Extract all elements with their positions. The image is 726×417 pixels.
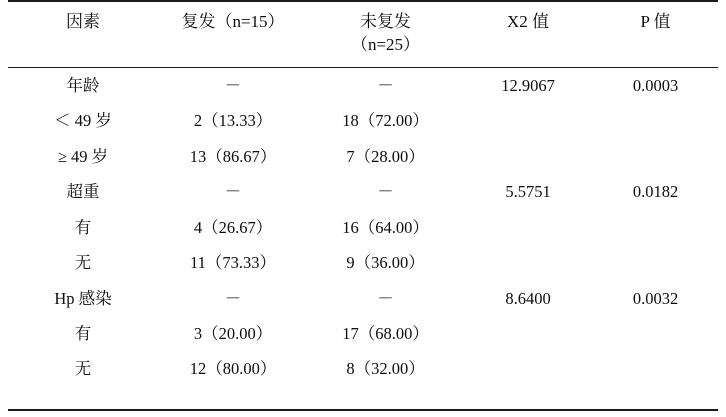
cell-p-value <box>593 316 718 351</box>
cell-chi-square: 12.9067 <box>501 75 555 95</box>
column-header-relapse <box>158 1 308 67</box>
column-header-relapse-line1: 复发（n=15） <box>181 12 285 31</box>
cell-factor: 无 <box>74 253 92 273</box>
cell-no-relapse: 7（28.00） <box>346 146 425 166</box>
cell-relapse: － <box>224 288 242 308</box>
cell-relapse: 3（20.00） <box>193 323 273 343</box>
cell-p-value <box>593 245 718 280</box>
column-header-no-relapse-line1: 未复发 <box>360 12 411 31</box>
cell-no-relapse: 9（36.00） <box>346 253 425 273</box>
column-header-factor <box>8 1 158 67</box>
column-header-chi-square-line1: X2 值 <box>506 12 550 31</box>
cell-factor: 有 <box>74 323 92 343</box>
table-row <box>8 281 718 316</box>
cell-chi-square <box>463 316 593 351</box>
column-header-p-value-line1: P 值 <box>640 12 671 31</box>
cell-p-value: 0.0182 <box>632 182 679 202</box>
cell-chi-square <box>463 210 593 245</box>
cell-no-relapse: 16（64.00） <box>342 217 429 237</box>
cell-no-relapse: － <box>377 182 394 202</box>
cell-p-value: 0.0003 <box>632 75 679 95</box>
cell-chi-square <box>463 351 593 388</box>
table-row <box>8 351 718 388</box>
table-row <box>8 67 718 103</box>
cell-chi-square: 5.5751 <box>505 182 551 202</box>
table-row <box>8 210 718 245</box>
cell-no-relapse: 18（72.00） <box>342 111 429 131</box>
cell-no-relapse: － <box>377 75 394 95</box>
cell-relapse: 4（26.67） <box>193 217 273 237</box>
column-header-no-relapse-line2: （n=25） <box>350 34 421 54</box>
cell-factor: 无 <box>74 359 92 379</box>
cell-relapse: － <box>224 182 242 202</box>
cell-chi-square <box>463 139 593 174</box>
cell-factor: 有 <box>74 217 92 237</box>
table-row <box>8 174 718 209</box>
cell-factor: Hp 感染 <box>54 288 112 308</box>
cell-chi-square: 8.6400 <box>505 288 551 308</box>
statistics-table <box>8 0 718 389</box>
cell-relapse: 12（80.00） <box>189 359 277 379</box>
cell-factor: ＜ 49 岁 <box>54 111 112 131</box>
cell-relapse: 11（73.33） <box>189 253 276 273</box>
table-row <box>8 245 718 280</box>
column-header-factor-line1: 因素 <box>66 12 100 31</box>
table-row <box>8 139 718 174</box>
cell-p-value <box>593 103 718 138</box>
cell-factor: 超重 <box>66 182 100 202</box>
cell-p-value: 0.0032 <box>632 288 679 308</box>
cell-relapse: 13（86.67） <box>189 146 277 166</box>
cell-chi-square <box>463 103 593 138</box>
cell-factor: 年龄 <box>66 75 100 95</box>
table-body <box>8 67 718 388</box>
cell-no-relapse: 17（68.00） <box>342 323 429 343</box>
cell-p-value <box>593 210 718 245</box>
cell-p-value <box>593 351 718 388</box>
table-bottom-rule <box>8 409 718 411</box>
cell-no-relapse: － <box>377 288 394 308</box>
cell-relapse: － <box>224 75 242 95</box>
table-row <box>8 103 718 138</box>
column-header-p-value <box>593 1 718 67</box>
table-row <box>8 316 718 351</box>
column-header-chi-square <box>463 1 593 67</box>
cell-relapse: 2（13.33） <box>193 111 273 131</box>
cell-p-value <box>593 139 718 174</box>
cell-no-relapse: 8（32.00） <box>346 359 425 379</box>
table-header <box>8 1 718 67</box>
table-header-row <box>8 1 718 67</box>
cell-chi-square <box>463 245 593 280</box>
column-header-no-relapse <box>308 1 463 67</box>
cell-factor: ≥ 49 岁 <box>57 146 109 166</box>
